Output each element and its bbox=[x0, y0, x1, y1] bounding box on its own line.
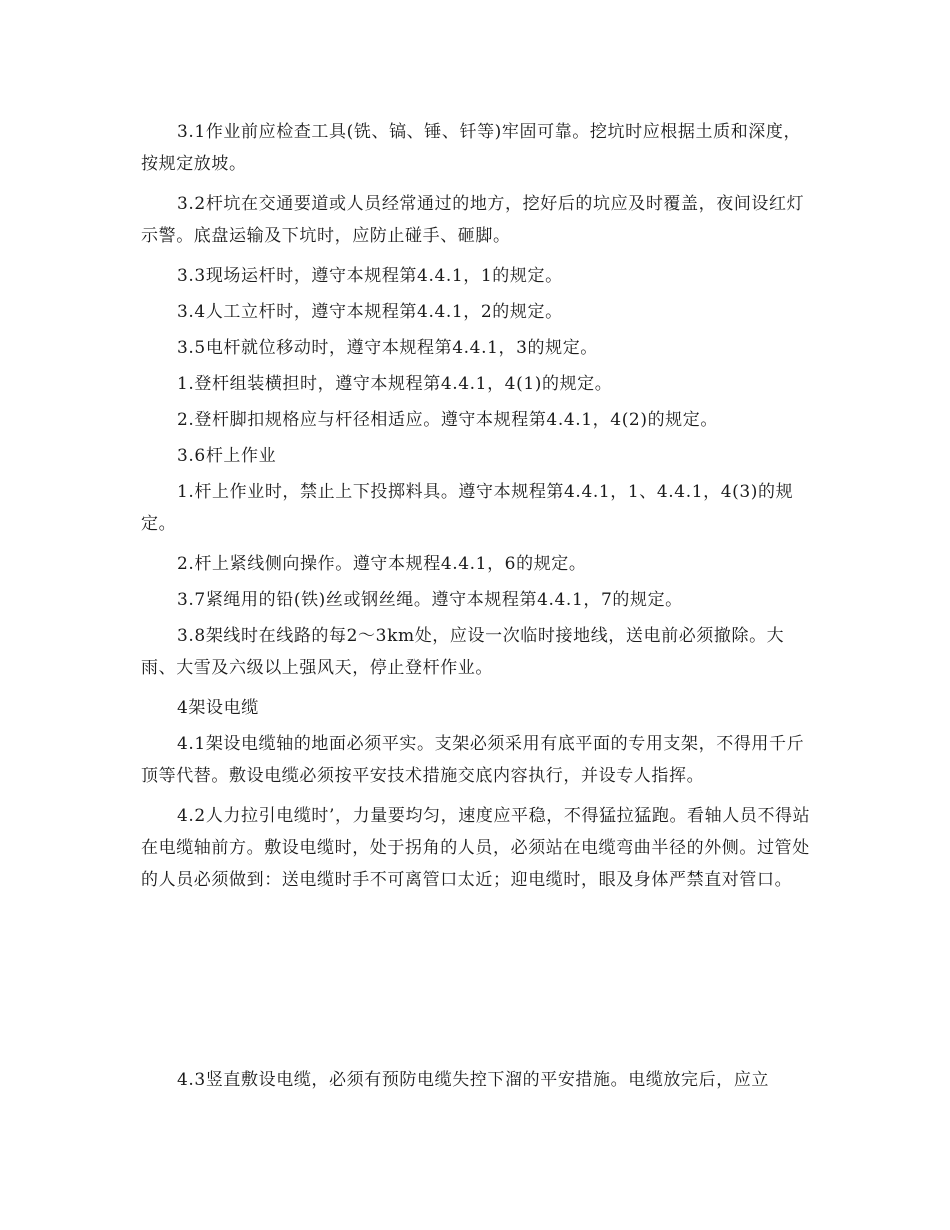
paragraph-3-2: 3.2杆坑在交通要道或人员经常通过的地方，挖好后的坑应及时覆盖，夜间设红灯示警。底盘运输及下坑时，应防止碰手、砸脚。 bbox=[141, 194, 805, 246]
paragraph-4-2: 4.2人力拉引电缆时’，力量要均匀，速度应平稳，不得猛拉猛跑。看轴人员不得站在电缆轴前方。敷设电缆时，处于拐角的人员，必须站在电缆弯曲半径的外侧。过管处的人员必须做到：送电缆时手不可离管口太近；迎电缆时，眼及身体严禁直对管口。 bbox=[141, 806, 811, 890]
paragraph-3-7: 3.7紧绳用的铅(铁)丝或钢丝绳。遵守本规程第4.4.1，7的规定。 bbox=[177, 590, 683, 610]
paragraph-3-5-item-2: 2.登杆脚扣规格应与杆径相适应。遵守本规程第4.4.1，4(2)的规定。 bbox=[177, 410, 718, 430]
paragraph-3-4: 3.4人工立杆时，遵守本规程第4.4.1，2的规定。 bbox=[177, 302, 563, 322]
paragraph-3-1: 3.1作业前应检查工具(铣、镐、锤、钎等)牢固可靠。挖坑时应根据土质和深度，按规定放坡。 bbox=[141, 122, 802, 174]
section-heading-3-6: 3.6杆上作业 bbox=[177, 446, 277, 466]
paragraph-3-8: 3.8架线时在线路的每2～3km处，应设一次临时接地线，送电前必须撤除。大雨、大雪及六级以上强风天，停止登杆作业。 bbox=[141, 626, 785, 678]
paragraph-4-3: 4.3竖直敷设电缆，必须有预防电缆失控下溜的平安措施。电缆放完后，应立 bbox=[177, 1070, 770, 1090]
paragraph-3-6-item-2: 2.杆上紧线侧向操作。遵守本规程4.4.1，6的规定。 bbox=[177, 554, 587, 574]
paragraph-4-1: 4.1架设电缆轴的地面必须平实。支架必须采用有底平面的专用支架，不得用千斤顶等代替。敷设电缆必须按平安技术措施交底内容执行，并设专人指挥。 bbox=[141, 734, 805, 786]
section-heading-4: 4架设电缆 bbox=[177, 698, 259, 718]
paragraph-3-3: 3.3现场运杆时，遵守本规程第4.4.1，1的规定。 bbox=[177, 266, 563, 286]
paragraph-3-5-item-1: 1.登杆组装横担时，遵守本规程第4.4.1，4(1)的规定。 bbox=[177, 374, 613, 394]
paragraph-3-5: 3.5电杆就位移动时，遵守本规程第4.4.1，3的规定。 bbox=[177, 338, 598, 358]
paragraph-3-6-item-1: 1.杆上作业时，禁止上下投掷料具。遵守本规程第4.4.1，1、4.4.1，4(3)的规定。 bbox=[141, 482, 794, 534]
